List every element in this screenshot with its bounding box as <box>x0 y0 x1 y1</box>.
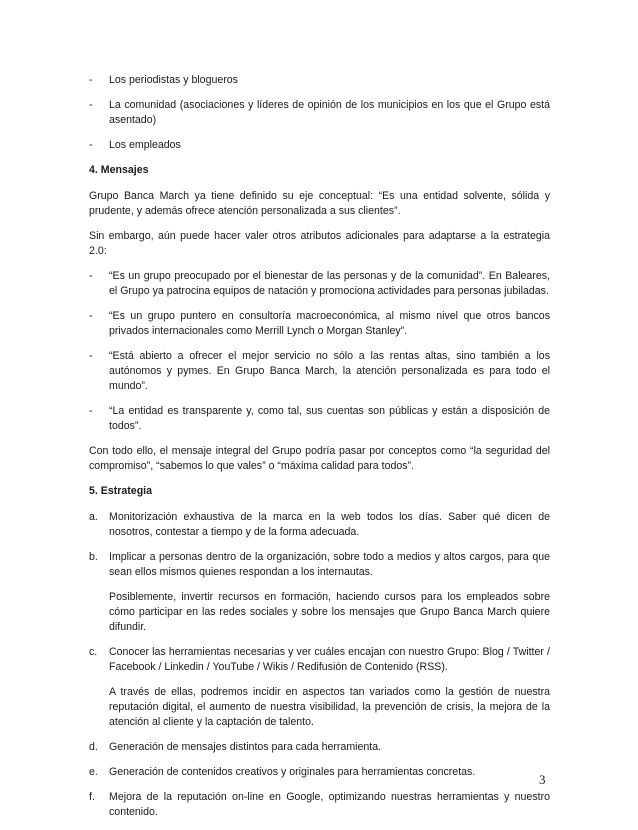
list-item-continuation: A través de ellas, podremos incidir en aspectos tan variados como la gestión de nuestra reputación digital, el aumento de nuestra visibilidad, la prevención de crisis, la mejora de la atención al cliente y la captación de talento. <box>109 686 550 728</box>
list-item-text: Mejora de la reputación on-line en Google, optimizando nuestras herramientas y nuestro contenido. <box>109 791 550 818</box>
list-item <box>89 269 550 299</box>
list-item-text: “Es un grupo preocupado por el bienestar de las personas y de la comunidad”. En Baleares, el Grupo ya patrocina equipos de natación y promociona actividades para personas jubiladas. <box>109 270 550 297</box>
list-item-text: “La entidad es transparente y, como tal, sus cuentas son públicas y están a disposición de todos”. <box>109 405 550 432</box>
list-item-continuation: Posiblemente, invertir recursos en formación, haciendo cursos para los empleados sobre cómo participar en las redes sociales y sobre los mensajes que Grupo Banca March quiere difundir. <box>109 591 550 633</box>
list-item-text: Implicar a personas dentro de la organización, sobre todo a medios y altos cargos, para que sean ellos mismos quienes respondan a los internautas. <box>109 551 550 578</box>
paragraph: Grupo Banca March ya tiene definido su eje conceptual: “Es una entidad solvente, sólida y prudente, y además ofrece atención personalizada a sus clientes”. <box>89 190 550 217</box>
list-item-text: Los periodistas y blogueros <box>109 74 238 86</box>
list-item <box>89 765 550 780</box>
section-heading-mensajes: 4. Mensajes <box>89 164 149 176</box>
list-item-text: Los empleados <box>109 139 181 151</box>
list-item-text: “Está abierto a ofrecer el mejor servicio no sólo a las rentas altas, sino también a los autónomos y pymes. En Grupo Banca March, la atención personalizada es para todo el mundo”. <box>109 350 550 392</box>
list-item-text: Generación de contenidos creativos y originales para herramientas concretas. <box>109 766 476 778</box>
list-item <box>89 98 550 128</box>
list-marker: d. <box>89 741 98 753</box>
bullet-marker: - <box>89 310 93 322</box>
list-item <box>89 309 550 339</box>
list-marker: f. <box>89 791 95 803</box>
list-marker: c. <box>89 646 98 658</box>
list-marker: a. <box>89 511 98 523</box>
bullet-marker: - <box>89 350 93 362</box>
list-marker: b. <box>89 551 98 563</box>
list-item <box>89 740 550 755</box>
list-item-text: Monitorización exhaustiva de la marca en la web todos los días. Saber qué dicen de nosotros, contestar a tiempo y de la forma adecuada. <box>109 511 550 538</box>
bullet-marker: - <box>89 74 93 86</box>
list-item-text: La comunidad (asociaciones y líderes de opinión de los municipios en los que el Grupo está asentado) <box>109 99 550 126</box>
list-item-text: “Es un grupo puntero en consultoría macroeconómica, al mismo nivel que otros bancos privados internacionales como Merrill Lynch o Morgan Stanley”. <box>109 310 550 337</box>
list-item <box>89 73 550 88</box>
page-content <box>89 73 550 830</box>
list-item <box>89 790 550 820</box>
paragraph: Con todo ello, el mensaje integral del Grupo podría pasar por conceptos como “la seguridad del compromiso”, “sabemos lo que vales” o “máxima calidad para todos”. <box>89 445 550 472</box>
list-item <box>89 138 550 153</box>
list-item <box>89 349 550 394</box>
bullet-marker: - <box>89 139 93 151</box>
bullet-marker: - <box>89 270 93 282</box>
list-item <box>89 404 550 434</box>
list-item <box>89 510 550 540</box>
page-number: 3 <box>539 772 546 787</box>
list-item <box>89 550 550 635</box>
paragraph: Sin embargo, aún puede hacer valer otros atributos adicionales para adaptarse a la estrategia 2.0: <box>89 230 550 257</box>
list-item-text: Conocer las herramientas necesarias y ver cuáles encajan con nuestro Grupo: Blog / Twitter / Facebook / Linkedin / YouTube / Wikis / Redifusión de Contenido (RSS). <box>109 646 550 673</box>
bullet-marker: - <box>89 405 93 417</box>
list-item <box>89 645 550 730</box>
section-heading-estrategia: 5. Estrategia <box>89 485 153 497</box>
bullet-marker: - <box>89 99 93 111</box>
list-marker: e. <box>89 766 98 778</box>
list-item-text: Generación de mensajes distintos para cada herramienta. <box>109 741 382 753</box>
